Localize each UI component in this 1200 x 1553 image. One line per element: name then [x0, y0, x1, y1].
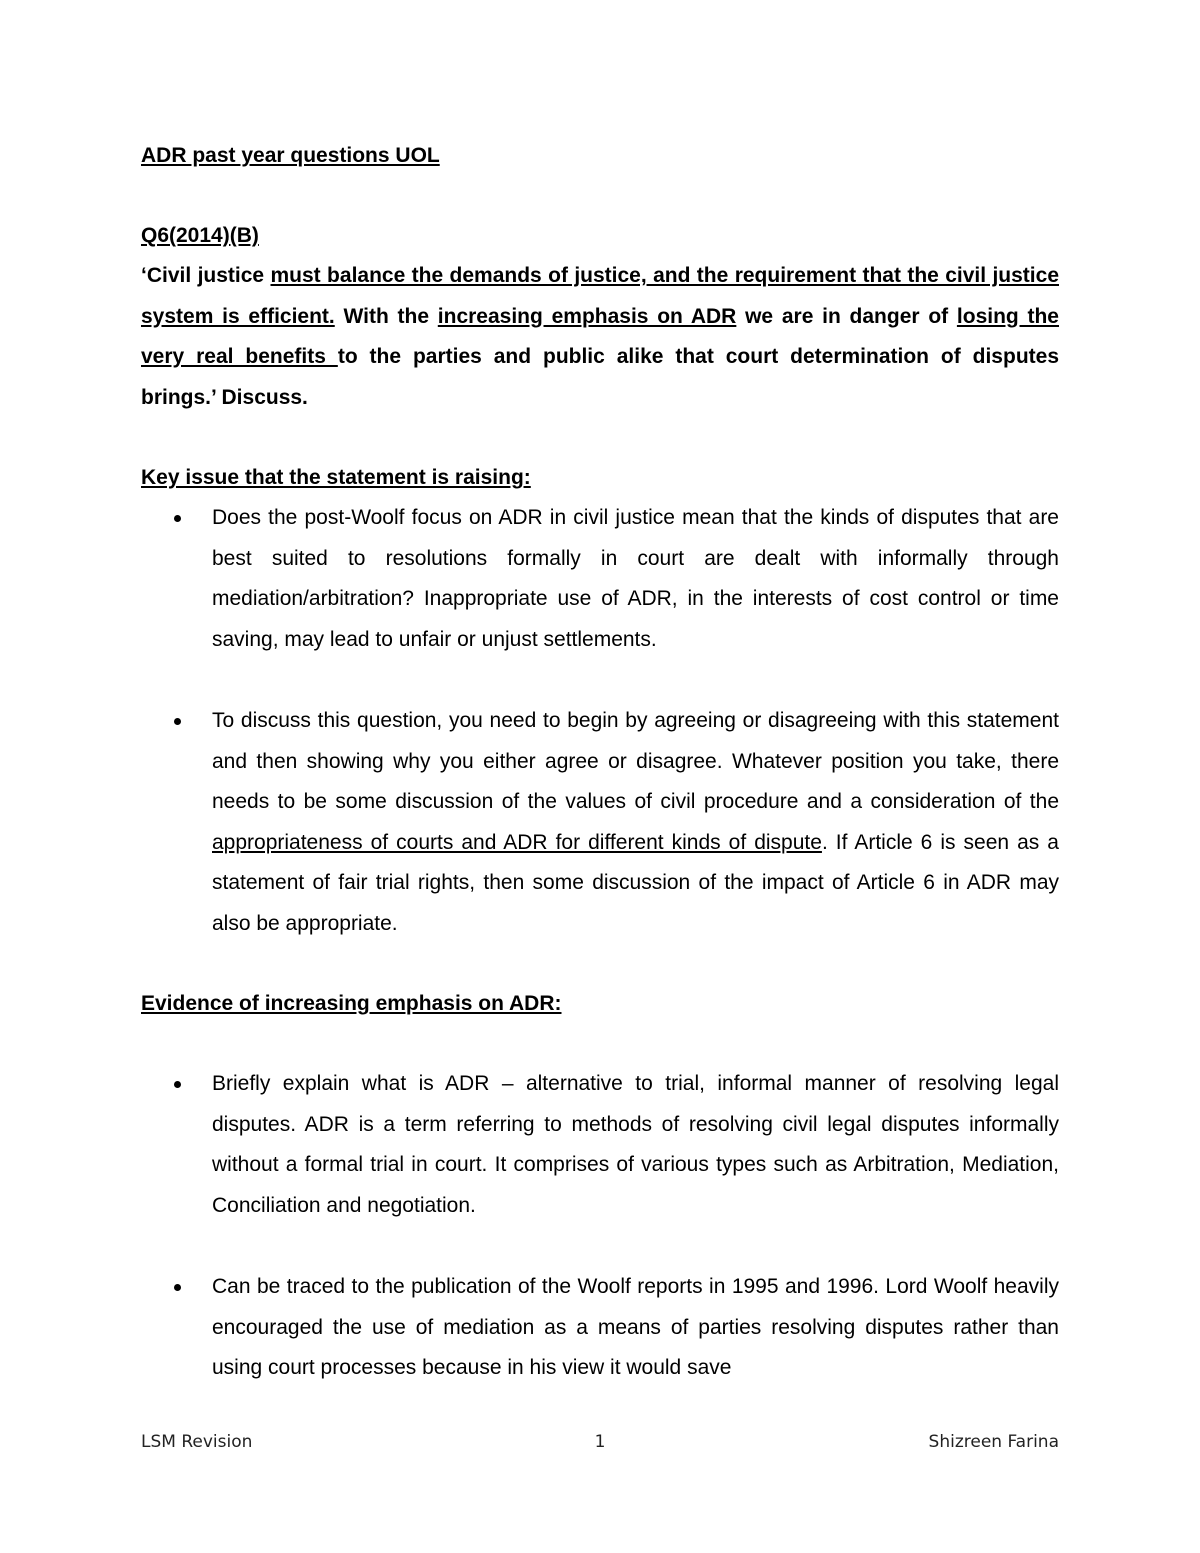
bullet-text: To discuss this question, you need to begin by agreeing or disagreeing with this statement and then showing why you either agree or disagree. Whatever position you take, there needs to be some discussion of the values of civil procedure and a consideration of the [212, 709, 1059, 813]
bullet-icon [174, 1081, 181, 1088]
question-underline: increasing emphasis on ADR [437, 304, 737, 328]
document-title: ADR past year questions UOL [141, 144, 440, 167]
question-part: to the parties and public alike that court determination of disputes brings.’ Discuss. [141, 345, 1059, 409]
list-item [141, 701, 1059, 944]
bullet-underline: appropriateness of courts and ADR for different kinds of dispute [212, 830, 822, 854]
bullet-icon [174, 1284, 181, 1291]
bullet-text: . If Article 6 is seen as a statement of fair trial rights, then some discussion of the impact of Article 6 in ADR may also be appropriate. [212, 830, 1059, 935]
question-part: ‘Civil justice [141, 264, 271, 287]
question-underline: must balance the demands of justice, and the requirement that the civil justice system is efficient. [141, 264, 1059, 328]
question-id: Q6(2014)(B) [141, 224, 259, 247]
bullet-text: Briefly explain what is ADR – alternative to trial, informal manner of resolving legal disputes. ADR is a term referring to methods of resolving civil legal disputes informally without a formal trial in court. It comprises of various types such as Arbitration, Mediation, Conciliation and negotiation. [212, 1072, 1059, 1217]
list-item [141, 498, 1059, 660]
footer-right: Shizreen Farina [928, 1432, 1059, 1452]
list-spacer [141, 660, 1059, 701]
question-text [141, 256, 1059, 418]
key-issue-list [141, 498, 1059, 944]
evidence-heading: Evidence of increasing emphasis on ADR: [141, 992, 562, 1015]
bullet-icon [174, 515, 181, 522]
question-part: we are in danger of [736, 304, 957, 328]
bullet-text: Does the post-Woolf focus on ADR in civil justice mean that the kinds of disputes that are best suited to resolutions formally in court are dealt with informally through mediation/arbitration? Inappropriate use of ADR, in the interests of cost control or time saving, may lead to unfair or unjust settlements. [212, 506, 1059, 651]
question-part: With the [334, 304, 438, 328]
key-issue-heading: Key issue that the statement is raising: [141, 466, 531, 489]
list-spacer [141, 1226, 1059, 1267]
bullet-icon [174, 718, 181, 725]
list-item [141, 1064, 1059, 1226]
evidence-list [141, 1064, 1059, 1389]
page-content [141, 136, 1059, 1389]
page-footer [141, 1432, 1059, 1458]
footer-page-number: 1 [594, 1432, 606, 1452]
bullet-text: Can be traced to the publication of the Woolf reports in 1995 and 1996. Lord Woolf heavily encouraged the use of mediation as a means of parties resolving disputes rather than using court processes because in his view it would save [212, 1275, 1059, 1379]
question-underline: losing the very real benefits [141, 304, 1059, 368]
footer-left: LSM Revision [141, 1432, 253, 1452]
list-item [141, 1267, 1059, 1389]
